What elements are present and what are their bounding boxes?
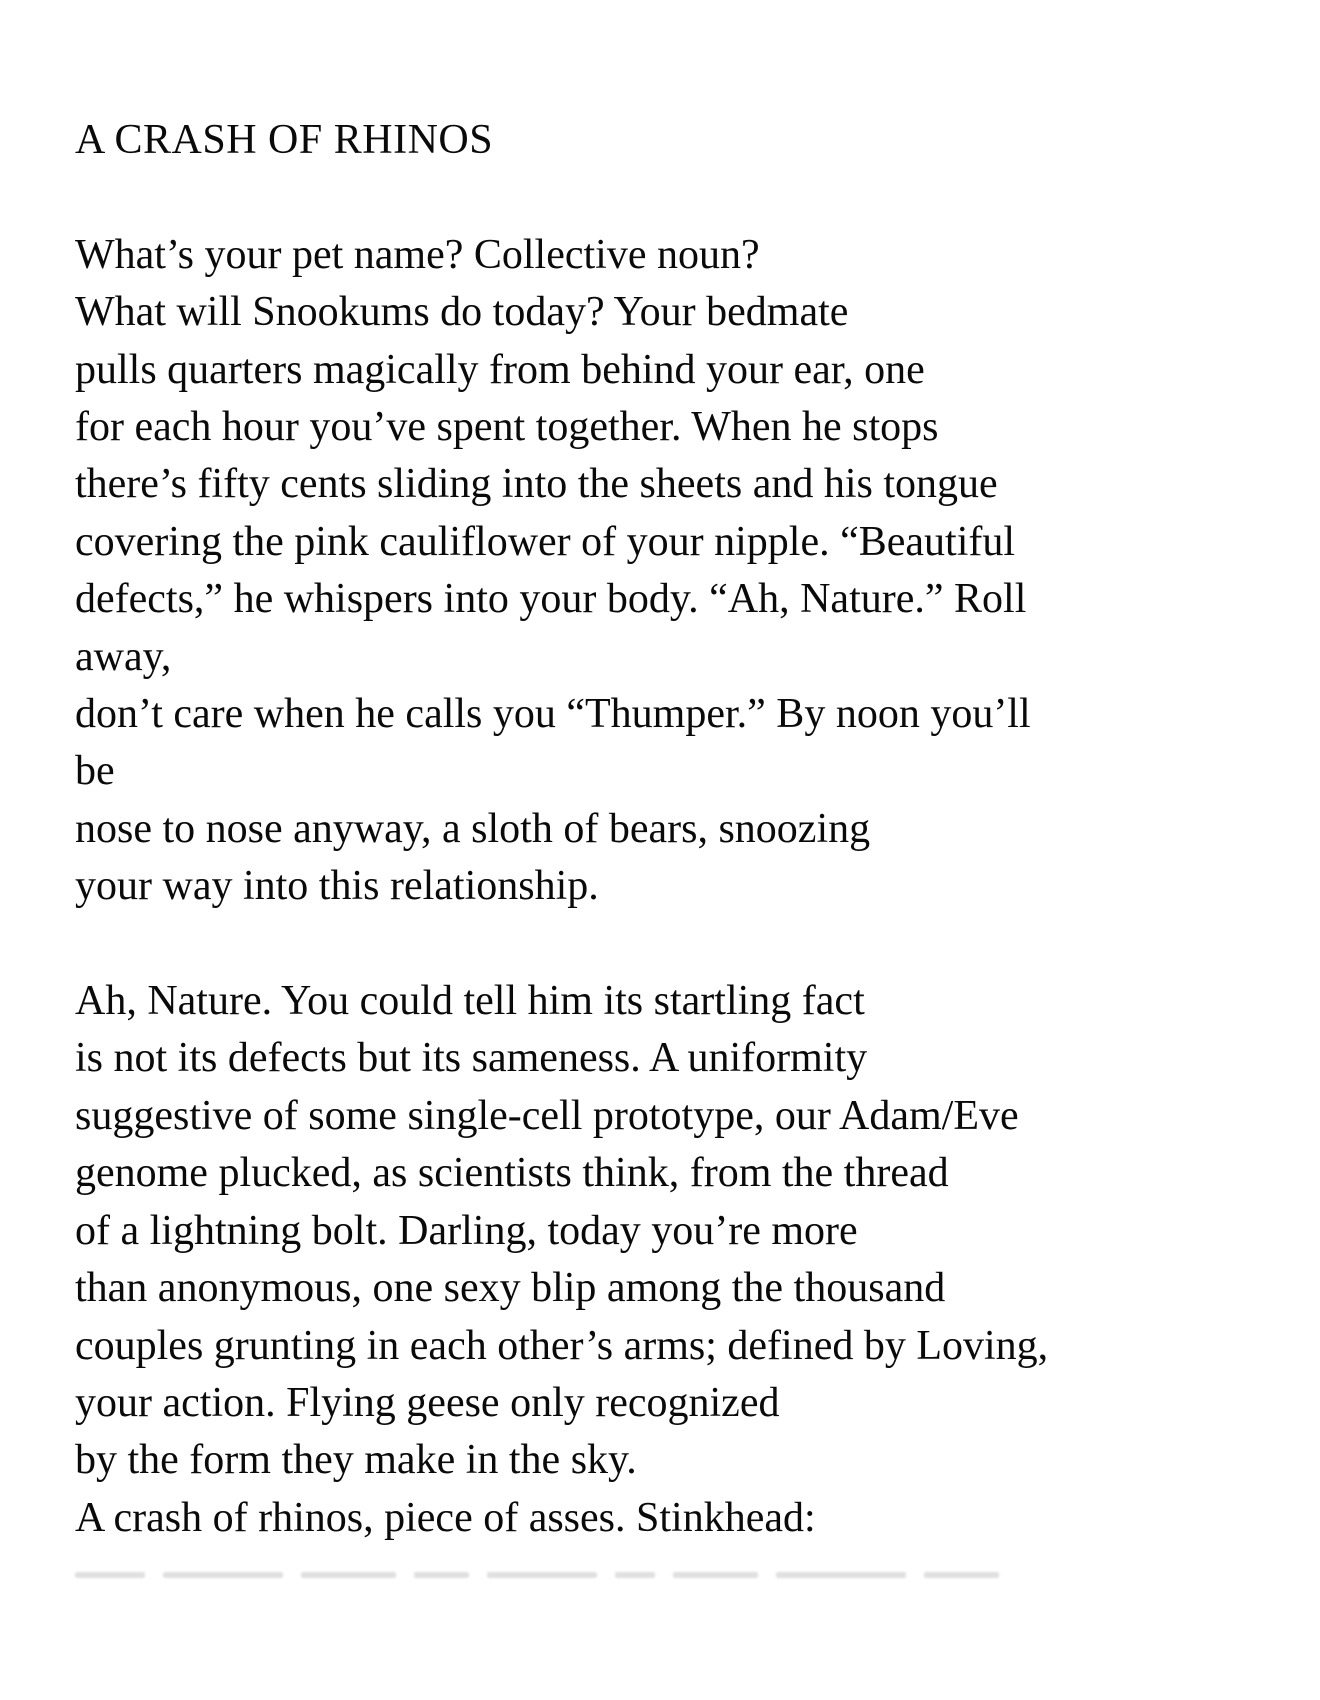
poem-line: Ah, Nature. You could tell him its startling fact: [75, 978, 865, 1025]
poem-title: A CRASH OF RHINOS: [75, 117, 494, 163]
poem-line: is not its defects but its sameness. A uniformity: [75, 1035, 868, 1082]
poem-line: away,: [75, 633, 172, 680]
poem-line: pulls quarters magically from behind your ear, one: [75, 346, 925, 393]
poem-line: by the form they make in the sky.: [75, 1437, 637, 1484]
poem-line: for each hour you’ve spent together. When he stops: [75, 404, 939, 451]
stanza-2: [75, 973, 1280, 1547]
poem-line: suggestive of some single-cell prototype, our Adam/Eve: [75, 1092, 1019, 1139]
poem-line: be: [75, 748, 115, 795]
poem-line: of a lightning bolt. Darling, today you’re more: [75, 1207, 858, 1254]
poem-line: than anonymous, one sexy blip among the thousand: [75, 1265, 946, 1312]
title-spacer: [75, 169, 1280, 226]
poem-line: What will Snookums do today? Your bedmate: [75, 289, 849, 336]
poem-line: genome plucked, as scientists think, from the thread: [75, 1150, 949, 1197]
poem-line: nose to nose anyway, a sloth of bears, snoozing: [75, 805, 871, 852]
poem-line: couples grunting in each other’s arms; defined by Loving,: [75, 1322, 1049, 1369]
poem-line: A crash of rhinos, piece of asses. Stinkhead:: [75, 1494, 816, 1541]
poem-line: don’t care when he calls you “Thumper.” By noon you’ll: [75, 691, 1031, 738]
poem-line: there’s fifty cents sliding into the sheets and his tongue: [75, 461, 998, 508]
clipped-line-artifact: [75, 1572, 1085, 1582]
poem-line: your way into this relationship.: [75, 863, 599, 910]
stanza-spacer: [75, 916, 1280, 973]
poem-line: your action. Flying geese only recognized: [75, 1379, 780, 1426]
poem-line: covering the pink cauliflower of your nipple. “Beautiful: [75, 518, 1016, 565]
poem-line: defects,” he whispers into your body. “Ah, Nature.” Roll: [75, 576, 1027, 623]
stanza-1: [75, 227, 1280, 916]
poem-line: What’s your pet name? Collective noun?: [75, 231, 760, 278]
